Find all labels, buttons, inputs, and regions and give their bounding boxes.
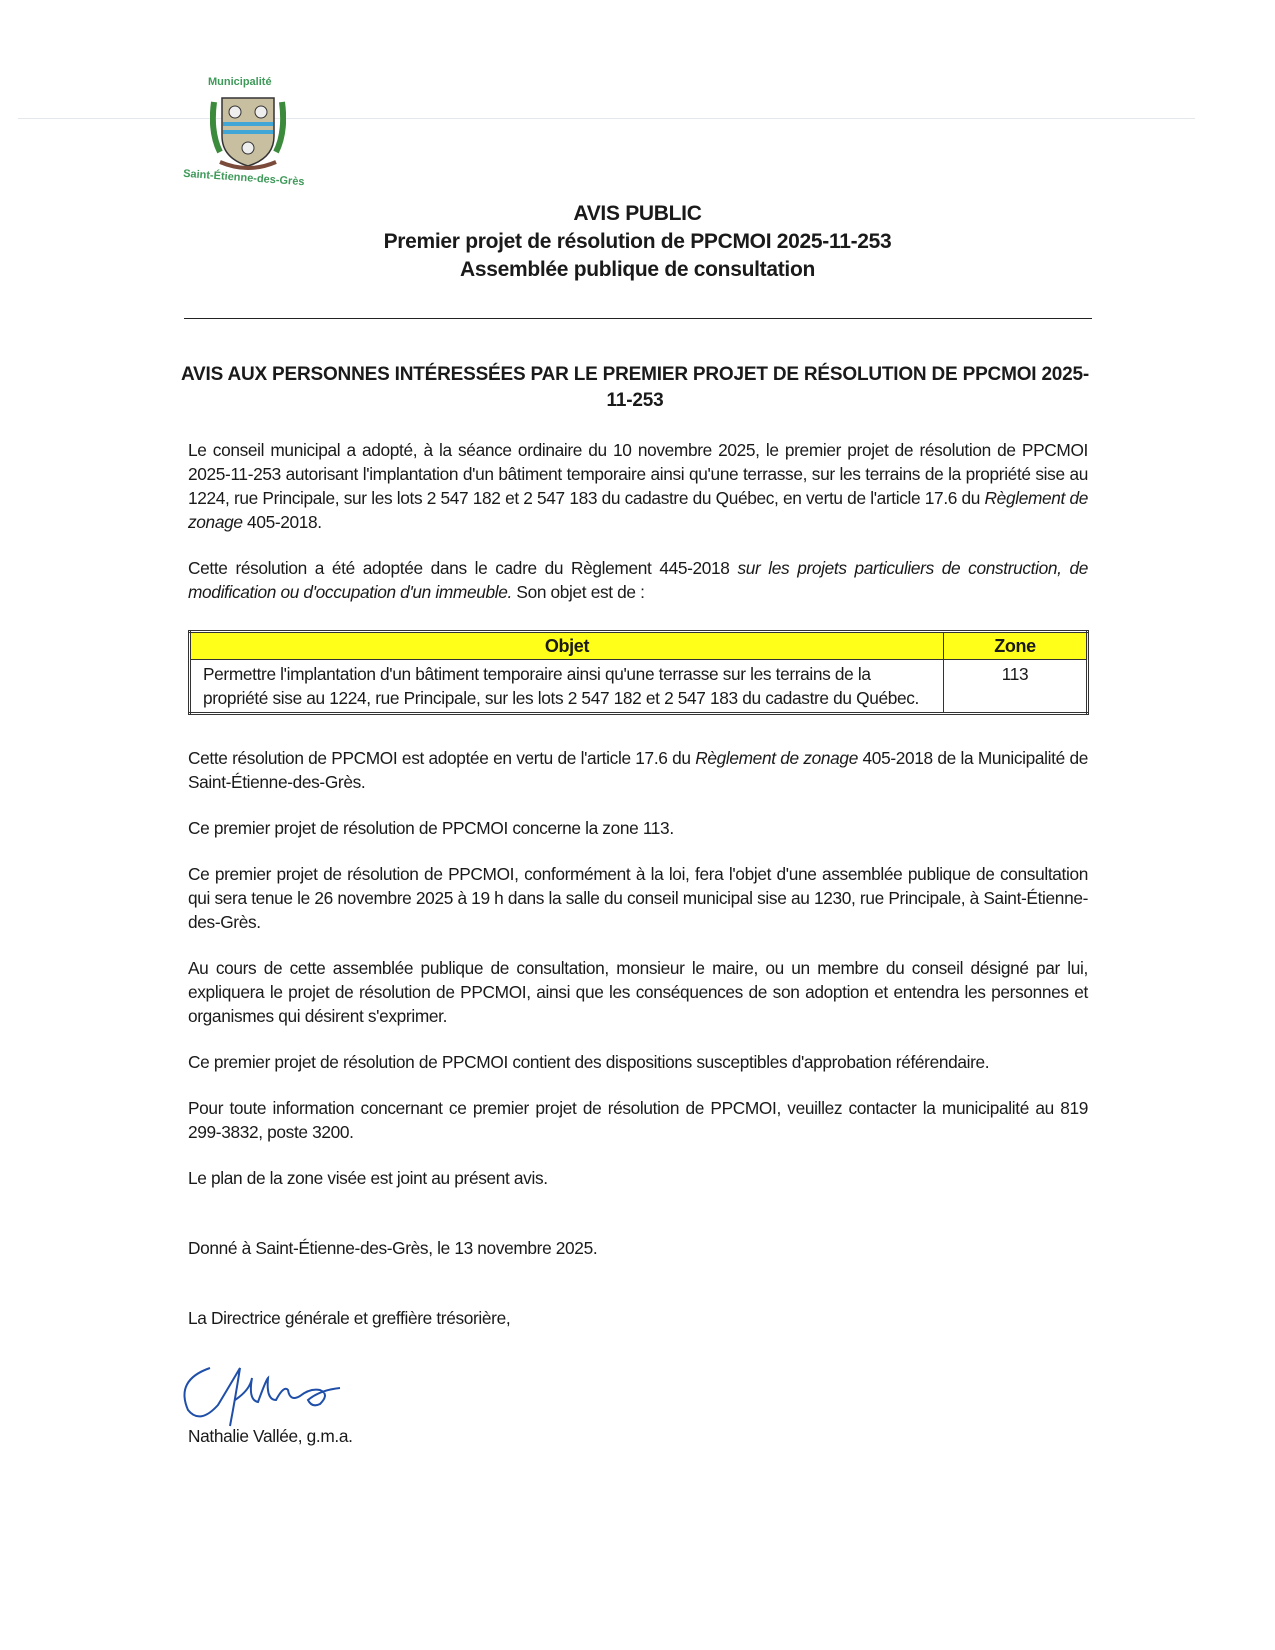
notice-subject: Premier projet de résolution de PPCMOI 2025-11-253	[383, 230, 892, 253]
paragraph-article	[188, 746, 1088, 794]
text: Cette résolution a été adoptée dans le cadre du Règlement 445-2018	[188, 558, 738, 578]
signature	[180, 1360, 380, 1430]
table-row	[190, 660, 1088, 714]
paragraph-referendum: Ce premier projet de résolution de PPCMOI contient des dispositions susceptibles d'approbation référendaire.	[188, 1052, 990, 1072]
regulation-title: Règlement de zonage	[188, 488, 1088, 532]
divider	[184, 318, 1092, 319]
paragraph-contact: Pour toute information concernant ce premier projet de résolution de PPCMOI, veuillez contacter la municipalité au 819 299-3832, poste 3200.	[188, 1098, 1088, 1142]
header-objet: Objet	[190, 632, 944, 660]
text: Son objet est de :	[511, 582, 645, 602]
notice-title: AVIS PUBLIC	[573, 202, 702, 225]
paragraph-explanation: Au cours de cette assemblée publique de consultation, monsieur le maire, ou un membre du conseil désigné par lui, expliquera le projet de résolution de PPCMOI, ainsi que les conséquences de son adoption et entendra les personnes et organismes qui désirent s'exprimer.	[188, 958, 1088, 1026]
object-table	[188, 630, 1089, 715]
given-date: Donné à Saint-Étienne-des-Grès, le 13 novembre 2025.	[188, 1238, 598, 1258]
signer-title: La Directrice générale et greffière trésorière,	[188, 1308, 511, 1328]
signer-name: Nathalie Vallée, g.m.a.	[188, 1426, 353, 1446]
section-heading: AVIS AUX PERSONNES INTÉRESSÉES PAR LE PREMIER PROJET DE RÉSOLUTION DE PPCMOI 2025-11-253	[180, 364, 1090, 411]
text: 405-2018.	[242, 512, 322, 532]
header-zone: Zone	[944, 632, 1088, 660]
paragraph-plan: Le plan de la zone visée est joint au présent avis.	[188, 1168, 548, 1188]
table-header-row	[190, 632, 1088, 660]
regulation-title: sur les projets particuliers de construction, de modification ou d'occupation d'un immeuble.	[188, 558, 1088, 602]
coat-of-arms-icon	[210, 92, 286, 172]
paragraph-zone: Ce premier projet de résolution de PPCMOI concerne la zone 113.	[188, 818, 674, 838]
regulation-title: Règlement de zonage	[695, 748, 858, 768]
paragraph-framework	[188, 556, 1088, 604]
logo-bottom-text: Saint-Étienne-des-Grès	[182, 167, 305, 189]
cell-objet: Permettre l'implantation d'un bâtiment temporaire ainsi qu'une terrasse sur les terrains de la propriété sise au 1224, rue Principale, sur les lots 2 547 182 et 2 547 183 du cadastre du Québec.	[190, 660, 944, 714]
text: Cette résolution de PPCMOI est adoptée en vertu de l'article 17.6 du	[188, 748, 696, 768]
municipal-logo	[178, 76, 318, 196]
text: 405-2018 de la Municipalité de Saint-Étienne-des-Grès.	[188, 748, 1088, 792]
cell-zone: 113	[944, 660, 1088, 714]
paragraph-assembly: Ce premier projet de résolution de PPCMOI, conformément à la loi, fera l'objet d'une assemblée publique de consultation qui sera tenue le 26 novembre 2025 à 19 h dans la salle du conseil municipal sise au 1230, rue Principale, à Saint-Étienne-des-Grès.	[188, 864, 1088, 932]
text: Le conseil municipal a adopté, à la séance ordinaire du 10 novembre 2025, le premier projet de résolution de PPCMOI 2025-11-253 autorisant l'implantation d'un bâtiment temporaire ainsi qu'une terrasse, sur les terrains de la propriété sise au 1224, rue Principale, sur les lots 2 547 182 et 2 547 183 du cadastre du Québec, en vertu de l'article 17.6 du	[188, 440, 1088, 508]
logo-top-text: Municipalité	[208, 76, 272, 88]
paragraph-adoption	[188, 438, 1088, 534]
notice-meeting: Assemblée publique de consultation	[459, 258, 816, 281]
